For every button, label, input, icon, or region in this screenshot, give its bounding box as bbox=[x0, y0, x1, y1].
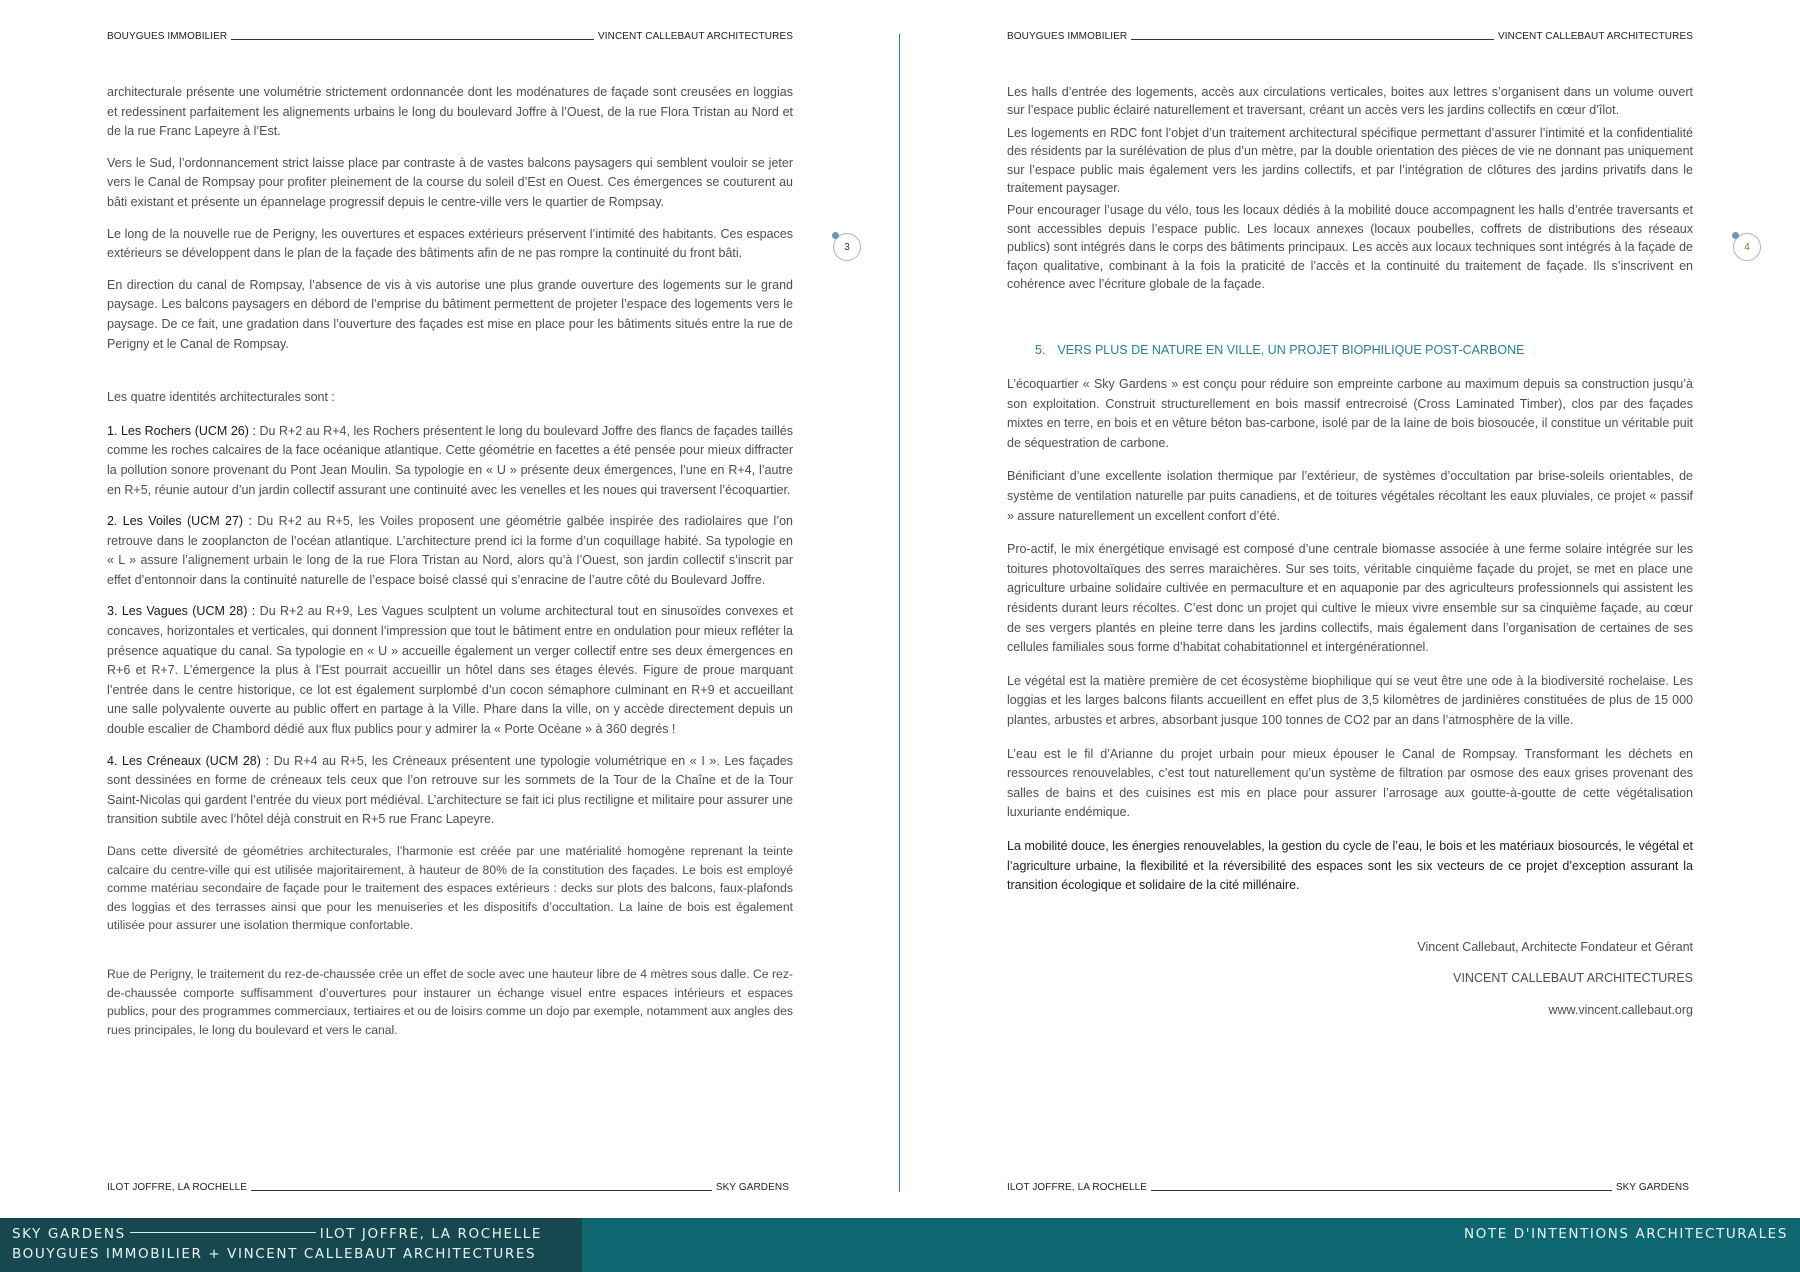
banner-location: ILOT JOFFRE, LA ROCHELLE bbox=[319, 1226, 543, 1242]
header-right-text: VINCENT CALLEBAUT ARCHITECTURES bbox=[1498, 31, 1693, 42]
identity-title: 1. Les Rochers (UCM 26) : bbox=[107, 423, 256, 438]
page-number: 3 bbox=[844, 241, 850, 253]
right-page-footer bbox=[1007, 1182, 1689, 1193]
banner-left-block bbox=[0, 1218, 582, 1272]
banner-document-type: NOTE D'INTENTIONS ARCHITECTURALES bbox=[1464, 1226, 1788, 1242]
right-page-header bbox=[1007, 31, 1693, 42]
closing-paragraph: La mobilité douce, les énergies renouvelables, la gestion du cycle de l’eau, le bois et les matériaux biosourcés, le végétal et l’agriculture urbaine, la flexibilité et la réversibilité des espaces sont les six vecteurs de ce projet d’exception assurant la transition écologique et solidaire de la cité millénaire. bbox=[1007, 838, 1693, 893]
body-paragraph: Les logements en RDC font l’objet d’un traitement architectural spécifique permettant d’assurer l’intimité et la confidentialité des résidents par la surélévation de plus d’un mètre, par la double orientation des pièces de vie ne donnant pas uniquement sur l’espace public mais également vers les jardins collectifs, et par l’intégration de clôtures des jardins privatifs dans le traitement paysager. bbox=[1007, 125, 1693, 196]
bottom-banner bbox=[0, 1218, 1800, 1272]
identity-text: Du R+2 au R+4, les Rochers présentent le long du boulevard Joffre des flancs de façades taillés comme les roches calcaires de la face océanique atlantique. Cette géométrie en facettes a été pensée pour mieux diffracter la pollution sonore provenant du Pont Jean Moulin. Sa typologie en « U » présente deux émergences, l’une en R+4, l’autre en R+5, réunie autour d’un jardin collectif assurant une continuité avec les venelles et les noues qui traversent l’écoquartier. bbox=[107, 423, 793, 497]
body-paragraph: Le végétal est la matière première de cet écosystème biophilique qui se veut être une ode à la biodiversité rochelaise. Les loggias et les larges balcons filants accueillent en effet plus de 3,5 kilomètres de jardinières constituées de plus de 15 000 plantes, arbustes et arbres, absorbant jusque 100 tonnes de CO2 par an dans l’atmosphère de la ville. bbox=[1007, 673, 1693, 727]
body-paragraph: Le long de la nouvelle rue de Perigny, les ouvertures et espaces extérieurs préservent l’intimité des habitants. Ces espaces extérieurs se développent dans le plan de la façade des bâtiments afin de ne pas rompre la continuité du front bâti. bbox=[107, 226, 793, 261]
body-paragraph: L’écoquartier « Sky Gardens » est conçu pour réduire son empreinte carbone au maximum depuis sa construction jusqu’à son exploitation. Construit structurellement en bois massif entrecroisé (Cross Laminated Timber), clos par des façades mixtes en terre, en bois et en vêture béton bas-carbone, isolé par de la laine de bois biosoucée, il constitue un véritable puit de séquestration de carbone. bbox=[1007, 377, 1693, 450]
body-paragraph: Pro-actif, le mix énergétique envisagé est composé d’une centrale biomasse associée à une ferme solaire intégrée sur les toitures photovoltaïques des serres maraichères. Sur ses toits, véritable cinquième façade du projet, se met en place une agriculture urbaine solidaire cultivée en permaculture et en aquaponie par des agriculteurs professionnels qui assistent les résidents durant leurs récoltes. C’est donc un projet qui cultive le mieux vivre ensemble sur sa cinquième façade, au cœur de ses vergers plantés en pleine terre dans les jardins collectifs, mais également dans l’organisation de certaines de ses cellules familiales sous forme d’habitat cohabitationnel et intergénérationnel. bbox=[1007, 542, 1693, 655]
identities-intro: Les quatre identités architecturales sont : bbox=[107, 390, 335, 405]
banner-partners-line: BOUYGUES IMMOBILIER + VINCENT CALLEBAUT ARCHITECTURES bbox=[12, 1246, 537, 1262]
header-rule bbox=[231, 39, 594, 40]
footer-rule bbox=[1151, 1190, 1612, 1191]
identity-title: 3. Les Vagues (UCM 28) : bbox=[107, 604, 256, 619]
identity-title: 4. Les Créneaux (UCM 28) : bbox=[107, 753, 269, 768]
left-page-header bbox=[107, 31, 793, 42]
body-paragraph: Les halls d’entrée des logements, accès aux circulations verticales, boites aux lettres s’organisent dans un volume ouvert sur l’espace public éclairé naturellement et traversant, créant un accès vers les jardins collectifs en cœur d’îlot. bbox=[1007, 85, 1693, 118]
page-number: 4 bbox=[1744, 241, 1750, 253]
left-page-footer bbox=[107, 1182, 789, 1193]
right-page bbox=[900, 0, 1800, 1218]
identity-text: Du R+2 au R+5, les Voiles proposent une géométrie galbée inspirée des radiolaires que l’on retrouve dans le zooplancton de l’océan atlantique. L’architecture prend ici la forme d’un coquillage habité. Sa typologie en « L » assure l’alignement urbain le long de la rue Flora Tristan au Nord, alors qu’à l’Ouest, son jardin collectif s’inscrit par effet d’entonnoir dans la continuité naturelle de l’espace boisé classé qui s’enracine de l’autre côté du Boulevard Joffre. bbox=[107, 514, 794, 587]
page-number-badge bbox=[1733, 233, 1761, 261]
header-left-text: BOUYGUES IMMOBILIER bbox=[107, 31, 228, 42]
signature-website: www.vincent.callebaut.org bbox=[1548, 1002, 1693, 1017]
right-page-body bbox=[1007, 83, 1693, 1033]
banner-title-line bbox=[12, 1226, 542, 1242]
section-heading bbox=[1035, 341, 1693, 361]
body-paragraph: En direction du canal de Rompsay, l’absence de vis à vis autorise une plus grande ouverture des logements sur le grand paysage. Les balcons paysagers en débord de l’emprise du bâtiment permettent de projeter l’espace des logements vers le paysage. De ce fait, une gradation dans l’ouverture des façades est mise en place pour les bâtiments situés entre la rue de Perigny et le Canal de Rompsay. bbox=[107, 277, 793, 351]
identity-item bbox=[107, 752, 793, 830]
signature-name: Vincent Callebaut, Architecte Fondateur et Gérant bbox=[1417, 939, 1693, 954]
left-page bbox=[0, 0, 899, 1218]
identity-text: Du R+2 au R+9, Les Vagues sculptent un volume architectural tout en sinusoïdes convexes et concaves, horizontales et verticales, qui donnent l’impression que tout le bâtiment entre en ondulation pour mieux refléter la présence aquatique du canal. Sa typologie en « U » accueille également un verger collectif entre ses deux émergences en R+6 et R+7. L’émergence la plus à l’Est pourrait accueillir un hôtel dans ses étages élevés. Figure de proue marquant l’entrée dans le centre historique, ce lot est également surplombé d’un cocon sémaphore culminant en R+9 et accueillant une salle polyvalente ouverte au public offert en partage à la Ville. Phare dans la ville, on y accède directement depuis un double escalier de Chambord dédié aux flux publics pour y admirer la « Porte Océane » à 360 degrés ! bbox=[107, 604, 793, 737]
banner-project-name: SKY GARDENS bbox=[12, 1226, 126, 1242]
header-left-text: BOUYGUES IMMOBILIER bbox=[1007, 31, 1128, 42]
identity-item bbox=[107, 422, 793, 500]
identity-text: Du R+4 au R+5, les Créneaux présentent une typologie volumétrique en « I ». Les façades sont dessinées en forme de créneaux tels ceux que l’on retrouve sur les sommets de la Tour de la Chaîne et de la Tour Saint-Nicolas qui gardent l’entrée du vieux port médiéval. L’architecture se fait ici plus rectiligne et militaire pour assurer une transition subtile avec l’hôtel déjà construit en R+5 rue Franc Lapeyre. bbox=[107, 753, 793, 827]
identity-item bbox=[107, 512, 793, 590]
body-paragraph: Bénificiant d’une excellente isolation thermique par l’extérieur, de systèmes d’occultation par brise-soleils orientables, de système de ventilation naturelle par puits canadiens, et de toitures végétales récoltant les eaux pluviales, ce projet « passif » assure naturellement un excellent confort d’été. bbox=[1007, 469, 1693, 523]
body-paragraph: Vers le Sud, l’ordonnancement strict laisse place par contraste à de vastes balcons paysagers qui semblent vouloir se jeter vers le Canal de Rompsay pour profiter pleinement de la course du soleil d’Est en Ouest. Ces émergences se couturent au bâti existant et présente un épannelage progressif depuis le centre-ville vers le quartier de Rompsay. bbox=[107, 155, 793, 209]
footer-rule bbox=[251, 1190, 712, 1191]
footer-left-text: ILOT JOFFRE, LA ROCHELLE bbox=[107, 1182, 248, 1193]
identity-title: 2. Les Voiles (UCM 27) : bbox=[107, 514, 252, 529]
footer-right-text: SKY GARDENS bbox=[715, 1182, 789, 1193]
identity-item bbox=[107, 602, 793, 739]
body-paragraph: Rue de Perigny, le traitement du rez-de-chaussée crée un effet de socle avec une hauteur libre de 4 mètres sous dalle. Ce rez-de-chaussée comporte suffisamment d’ouvertures pour instaurer un échange visuel entre espaces intérieurs et espaces publics, pour des programmes commerciaux, tertiaires et ou de loisirs comme un dojo par exemple, notamment aux angles des rues principales, le long du boulevard et vers le canal. bbox=[107, 966, 793, 1037]
footer-left-text: ILOT JOFFRE, LA ROCHELLE bbox=[1007, 1182, 1148, 1193]
footer-right-text: SKY GARDENS bbox=[1615, 1182, 1689, 1193]
page-number-badge bbox=[833, 233, 861, 261]
section-number: 5. bbox=[1035, 343, 1046, 358]
header-right-text: VINCENT CALLEBAUT ARCHITECTURES bbox=[598, 31, 793, 42]
body-paragraph: architecturale présente une volumétrie strictement ordonnancée dont les modénatures de façade sont creusées en loggias et redessinent parfaitement les alignements urbains le long du boulevard Joffre à l’Ouest, de la rue Flora Tristan au Nord et de la rue Franc Lapeyre à l’Est. bbox=[107, 85, 793, 139]
banner-rule bbox=[130, 1232, 316, 1233]
body-paragraph: Pour encourager l’usage du vélo, tous les locaux dédiés à la mobilité douce accompagnent les halls d’entrée traversants et sont accessibles depuis l’espace public. Les locaux annexes (locaux poubelles, coffrets de distributions des réseaux publics) sont intégrés dans le corps des bâtiments principaux. Les accès aux locaux techniques sont intégrés à la façade de façon qualitative, combinant à la fois la praticité de l’accès et la continuité du traitement de façade. Ils s’inscrivent en cohérence avec l’écriture globale de la façade. bbox=[1007, 203, 1693, 292]
left-page-body bbox=[107, 83, 793, 1051]
body-paragraph: Dans cette diversité de géométries architecturales, l’harmonie est créée par une matérialité homogène reprenant la teinte calcaire du centre-ville qui est utilisée majoritairement, à hauteur de 80% de la constitution des façades. Le bois est employé comme matériau secondaire de façade pour le traitement des espaces extérieurs : decks sur plots des balcons, faux-plafonds des loggias et des terrasses ainsi que pour les menuiseries et les dispositifs d’occultation. La laine de bois est également utilisée pour assurer une isolation thermique confortable. bbox=[107, 844, 793, 933]
signature-company: VINCENT CALLEBAUT ARCHITECTURES bbox=[1453, 971, 1693, 986]
section-title: VERS PLUS DE NATURE EN VILLE, UN PROJET BIOPHILIQUE POST-CARBONE bbox=[1057, 343, 1525, 358]
body-paragraph: L’eau est le fil d’Arianne du projet urbain pour mieux épouser le Canal de Rompsay. Transformant les déchets en ressources renouvelables, c’est tout naturellement qu’un système de filtration par osmose des eaux grises provenant des salles de bains et des cuisines est mis en place pour assurer l’arrosage aux goutte-à-goutte de cette végétalisation luxuriante endémique. bbox=[1007, 746, 1693, 820]
header-rule bbox=[1131, 39, 1494, 40]
